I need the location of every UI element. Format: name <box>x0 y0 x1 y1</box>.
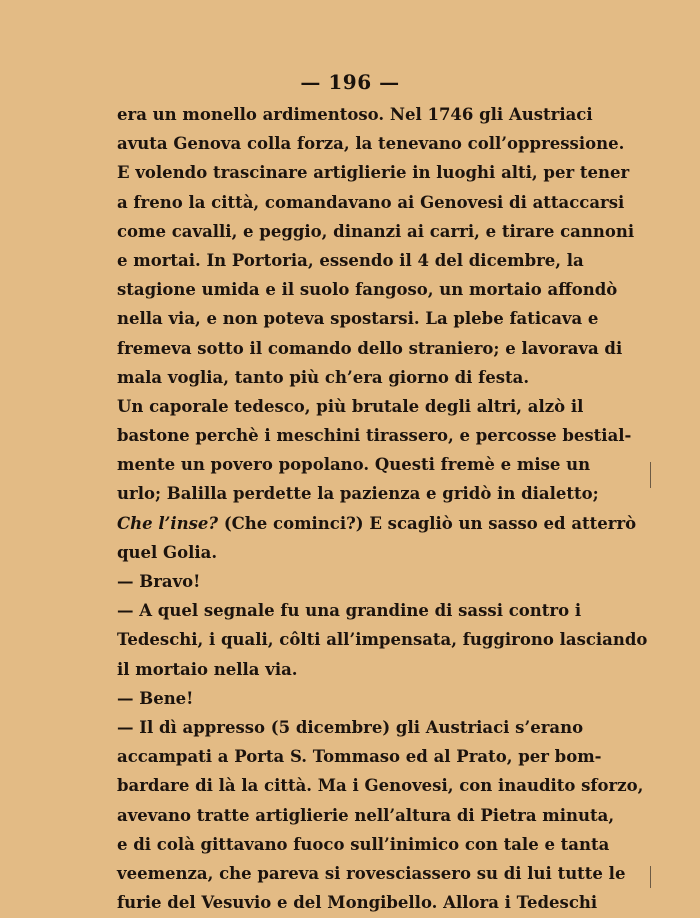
text-line: quel Golia. <box>117 542 218 562</box>
text-line: e mortai. In Portoria, essendo il 4 del dicembre, la <box>117 250 584 270</box>
text-line: E volendo trascinare artiglierie in luoghi alti, per tener <box>117 163 630 183</box>
text-line: nella via, e non poteva spostarsi. La plebe faticava e <box>117 309 599 329</box>
text-line: mala voglia, tanto più ch’era giorno di festa. <box>117 367 530 387</box>
text-line: stagione umida e il suolo fangoso, un mortaio affondò <box>117 280 618 300</box>
text-line: bardare di là la città. Ma i Genovesi, con inaudito sforzo, <box>117 776 644 796</box>
page-number: — 196 — <box>300 70 400 94</box>
text-line: era un monello ardimentoso. Nel 1746 gli Austriaci <box>117 105 593 124</box>
text-line: avevano tratte artiglierie nell’altura di Pietra minuta, <box>117 805 615 825</box>
text-line: accampati a Porta S. Tommaso ed al Prato, per bom- <box>117 747 602 767</box>
body-text <box>117 100 648 917</box>
text-line: — A quel segnale fu una grandine di sassi contro i <box>117 601 582 621</box>
text-line: — Il dì appresso (5 dicembre) gli Austriaci s’erano <box>117 717 584 737</box>
text-line: mente un povero popolano. Questi fremè e mise un <box>117 455 591 475</box>
text-line-rest: (Che cominci?) E scagliò un sasso ed atterrò <box>218 513 637 533</box>
dialogue-line: — Bravo! <box>117 572 201 591</box>
text-line: veemenza, che pareva si rovesciassero su di lui tutte le <box>117 863 626 883</box>
text-line: il mortaio nella via. <box>117 659 298 679</box>
text-line: avuta Genova colla forza, la tenevano coll’oppressione. <box>117 134 625 154</box>
text-line <box>117 392 584 421</box>
page-edge-mark <box>650 866 651 888</box>
text-line: bastone perchè i meschini tirassero, e percosse bestial- <box>117 426 632 446</box>
text-line-with-italic <box>117 509 637 538</box>
page-edge-mark <box>650 462 651 488</box>
italic-dialect-phrase: Che l’inse? <box>117 513 219 533</box>
text-line-content: Un caporale tedesco, più brutale degli altri, alzò il <box>117 396 584 416</box>
text-line: e di colà gittavano fuoco sull’inimico con tale e tanta <box>117 834 610 854</box>
text-line: fremeva sotto il comando dello straniero; e lavorava di <box>117 338 623 358</box>
text-line: Tedeschi, i quali, côlti all’impensata, fuggirono lasciando <box>117 630 648 650</box>
text-line: urlo; Balilla perdette la pazienza e gridò in dialetto; <box>117 484 599 504</box>
text-line: furie del Vesuvio e del Mongibello. Allora i Tedeschi <box>117 893 598 913</box>
text-line: come cavalli, e peggio, dinanzi ai carri, e tirare cannoni <box>117 221 635 241</box>
text-line: a freno la città, comandavano ai Genovesi di attaccarsi <box>117 192 625 212</box>
dialogue-line: — Bene! <box>117 688 194 708</box>
